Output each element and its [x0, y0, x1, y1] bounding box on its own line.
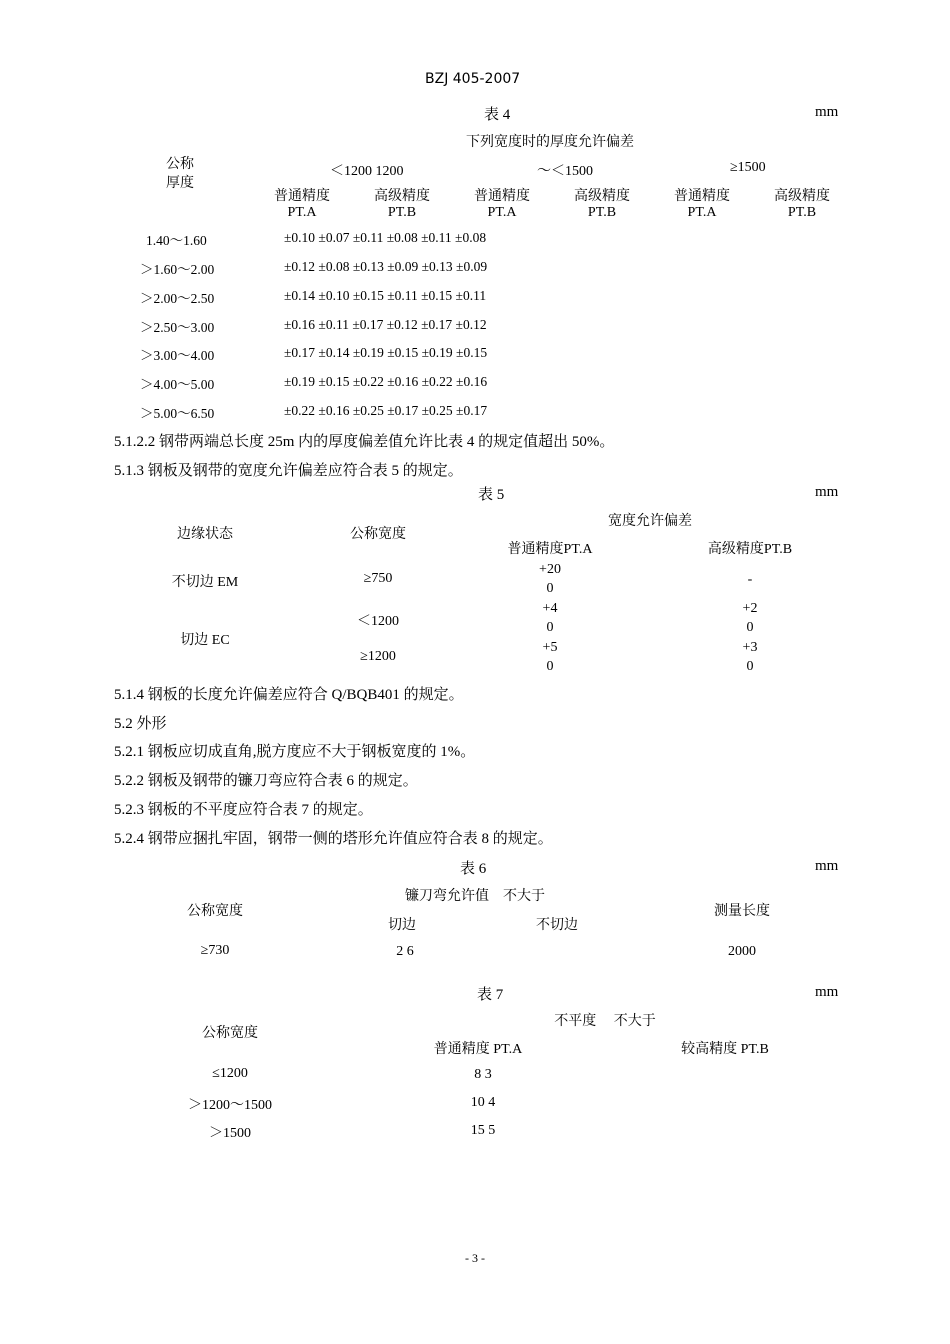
table5-ptb-lower: 0 — [746, 659, 754, 674]
table4-precision-code: PT.B — [387, 205, 417, 220]
table5-pta-header: 普通精度PT.A — [507, 542, 593, 557]
table5-ptb-upper: +2 — [742, 601, 758, 616]
table6-values-cell: 2 6 — [396, 944, 414, 959]
document-code: BZJ 405-2007 — [425, 71, 521, 87]
table5-pta-upper: +20 — [539, 562, 561, 577]
table6-length-header: 测量长度 — [714, 904, 770, 919]
table4-width-range-3: ≥1500 — [730, 160, 766, 175]
table5-edge-cell: 不切边 EM — [171, 575, 239, 590]
table7-width-cell: ≤1200 — [212, 1066, 248, 1081]
table7-group-header: 不平度 不大于 — [554, 1014, 656, 1029]
table4-precision-code: PT.A — [487, 205, 517, 220]
table5-ptb-cell: - — [747, 572, 753, 587]
table6-group-header: 镰刀弯允许值 不大于 — [405, 889, 545, 904]
table7-width-cell: ＞1500 — [209, 1126, 251, 1141]
table4-precision-code: PT.A — [287, 205, 317, 220]
table7-ptb-header: 较高精度 PT.B — [681, 1042, 769, 1057]
table7-unit: mm — [815, 984, 839, 1000]
paragraph: 5.2.3 钢板的不平度应符合表 7 的规定。 — [114, 802, 373, 818]
table5-pta-lower: 0 — [546, 581, 554, 596]
table5-ptb-upper: +3 — [742, 640, 758, 655]
table5-pta-lower: 0 — [546, 659, 554, 674]
table4-row-thickness: ＞2.00～2.50 — [140, 291, 215, 306]
paragraph: 5.2.4 钢带应捆扎牢固，钢带一侧的塔形允许值应符合表 8 的规定。 — [114, 831, 553, 847]
table5-unit: mm — [815, 484, 839, 500]
table5-width-cell: ≥750 — [363, 571, 393, 586]
table4-group-header: 下列宽度时的厚度允许偏差 — [466, 135, 634, 150]
table5-title: 表 5 — [478, 487, 505, 503]
table5-pta-upper: +4 — [542, 601, 558, 616]
table5-width-cell: ≥1200 — [360, 649, 396, 664]
table4-row-values: ±0.19 ±0.15 ±0.22 ±0.16 ±0.22 ±0.16 — [284, 374, 488, 389]
table7-values-cell: 15 5 — [470, 1123, 496, 1138]
table6-width-header: 公称宽度 — [187, 904, 243, 919]
table4-precision-name: 高级精度 — [374, 189, 430, 204]
table4-row-thickness: ＞4.00～5.00 — [140, 377, 215, 392]
table4-row-thickness: ＞1.60～2.00 — [140, 262, 215, 277]
table4-precision-name: 普通精度 — [674, 189, 730, 204]
paragraph: 5.1.4 钢板的长度允许偏差应符合 Q/BQB401 的规定。 — [114, 687, 464, 703]
table4-precision-code: PT.A — [687, 205, 717, 220]
table5-ptb-lower: 0 — [746, 620, 754, 635]
table5-edge-cell: 切边 EC — [180, 633, 230, 648]
table4-unit: mm — [815, 104, 839, 120]
table7-values-cell: 8 3 — [474, 1067, 492, 1082]
table5-width-header: 公称宽度 — [350, 527, 406, 542]
table5-pta-lower: 0 — [546, 620, 554, 635]
table6-unit: mm — [815, 858, 839, 874]
table4-row-values: ±0.16 ±0.11 ±0.17 ±0.12 ±0.17 ±0.12 — [284, 317, 487, 332]
paragraph: 5.2.2 钢板及钢带的镰刀弯应符合表 6 的规定。 — [114, 773, 418, 789]
table6-uncut-header: 不切边 — [536, 918, 578, 933]
table4-width-range-1: ＜1200 1200 — [330, 164, 404, 179]
table5-width-cell: ＜1200 — [357, 614, 399, 629]
paragraph: 5.2.1 钢板应切成直角,脱方度应不大于钢板宽度的 1%。 — [114, 744, 476, 760]
page-number: - 3 - — [465, 1251, 485, 1265]
table4-precision-code: PT.B — [787, 205, 817, 220]
table4-row-thickness: 1.40～1.60 — [146, 233, 207, 248]
table7-width-header: 公称宽度 — [202, 1026, 258, 1041]
table5-pta-upper: +5 — [542, 640, 558, 655]
table4-row-thickness: ＞5.00～6.50 — [140, 406, 215, 421]
table4-width-range-2: ～＜1500 — [537, 164, 593, 179]
table4-row-values: ±0.14 ±0.10 ±0.15 ±0.11 ±0.15 ±0.11 — [284, 288, 487, 303]
table6-title: 表 6 — [460, 861, 487, 877]
table4-row-thickness: ＞2.50～3.00 — [140, 320, 215, 335]
table4-title: 表 4 — [484, 107, 511, 123]
table5-ptb-header: 高级精度PT.B — [707, 542, 793, 557]
table4-row-values: ±0.10 ±0.07 ±0.11 ±0.08 ±0.11 ±0.08 — [284, 230, 487, 245]
table4-row-values: ±0.17 ±0.14 ±0.19 ±0.15 ±0.19 ±0.15 — [284, 345, 488, 360]
section-heading: 5.2 外形 — [114, 716, 167, 732]
table6-cut-header: 切边 — [388, 918, 416, 933]
paragraph: 5.1.2.2 钢带两端总长度 25m 内的厚度偏差值允许比表 4 的规定值超出 50%。 — [114, 434, 615, 450]
table4-precision-code: PT.B — [587, 205, 617, 220]
table4-row-values: ±0.22 ±0.16 ±0.25 ±0.17 ±0.25 ±0.17 — [284, 403, 488, 418]
table5-group-header: 宽度允许偏差 — [608, 514, 692, 529]
table4-precision-name: 高级精度 — [774, 189, 830, 204]
table4-precision-name: 高级精度 — [574, 189, 630, 204]
table6-length-cell: 2000 — [728, 944, 756, 959]
table7-width-cell: ＞1200～1500 — [188, 1098, 272, 1113]
table4-precision-name: 普通精度 — [474, 189, 530, 204]
table7-pta-header: 普通精度 PT.A — [433, 1042, 523, 1057]
table6-width-cell: ≥730 — [200, 943, 230, 958]
table4-row-values: ±0.12 ±0.08 ±0.13 ±0.09 ±0.13 ±0.09 — [284, 259, 488, 274]
table7-values-cell: 10 4 — [470, 1095, 496, 1110]
table5-edge-header: 边缘状态 — [177, 527, 233, 542]
table4-row-thickness: ＞3.00～4.00 — [140, 348, 215, 363]
table4-thickness-header: 公称 厚度 — [166, 157, 194, 191]
table7-title: 表 7 — [477, 987, 504, 1003]
table4-precision-name: 普通精度 — [274, 189, 330, 204]
paragraph: 5.1.3 钢板及钢带的宽度允许偏差应符合表 5 的规定。 — [114, 463, 463, 479]
